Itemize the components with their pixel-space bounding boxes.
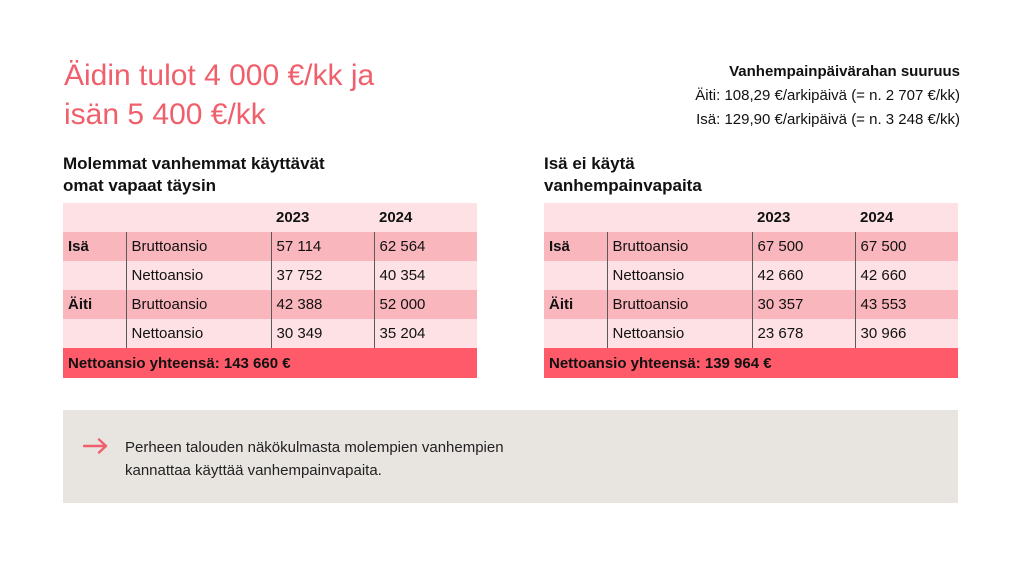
value-cell: 42 660 xyxy=(855,261,958,290)
person-label-empty xyxy=(544,261,607,290)
value-cell: 67 500 xyxy=(752,232,855,261)
conclusion-line-2: kannattaa käyttää vanhempainvapaita. xyxy=(125,462,382,479)
person-label: Isä xyxy=(544,232,607,261)
table-row xyxy=(544,232,958,261)
value-cell: 42 388 xyxy=(271,290,374,319)
person-label: Äiti xyxy=(544,290,607,319)
table-row xyxy=(63,232,477,261)
table-header-row xyxy=(544,203,958,232)
benefit-info-heading: Vanhempainpäivärahan suuruus xyxy=(729,63,960,80)
value-cell: 62 564 xyxy=(374,232,477,261)
value-cell: 30 966 xyxy=(855,319,958,348)
header-year: 2023 xyxy=(271,203,374,232)
benefit-info-father: Isä: 129,90 €/arkipäivä (= n. 3 248 €/kk) xyxy=(696,111,960,128)
value-cell: 30 357 xyxy=(752,290,855,319)
row-label: Nettoansio xyxy=(126,261,271,290)
page-title xyxy=(64,56,484,134)
total-row xyxy=(63,348,477,378)
person-label-empty xyxy=(63,319,126,348)
value-cell: 42 660 xyxy=(752,261,855,290)
total-label: Nettoansio yhteensä: 143 660 € xyxy=(63,348,477,378)
total-row xyxy=(544,348,958,378)
table-row xyxy=(63,290,477,319)
table-row xyxy=(544,319,958,348)
header-empty xyxy=(63,203,126,232)
value-cell: 67 500 xyxy=(855,232,958,261)
table-row xyxy=(544,290,958,319)
person-label-empty xyxy=(63,261,126,290)
row-label: Bruttoansio xyxy=(607,290,752,319)
value-cell: 52 000 xyxy=(374,290,477,319)
header-year: 2024 xyxy=(374,203,477,232)
left-heading-line-1: Molemmat vanhemmat käyttävät xyxy=(63,154,325,173)
table-row xyxy=(63,261,477,290)
right-heading-line-1: Isä ei käytä xyxy=(544,154,635,173)
header-empty xyxy=(607,203,752,232)
person-label: Isä xyxy=(63,232,126,261)
table-header-row xyxy=(63,203,477,232)
right-heading-line-2: vanhempainvapaita xyxy=(544,176,702,195)
header-year: 2024 xyxy=(855,203,958,232)
value-cell: 35 204 xyxy=(374,319,477,348)
row-label: Nettoansio xyxy=(607,319,752,348)
right-section-heading xyxy=(544,153,958,203)
right-earnings-table xyxy=(544,203,958,378)
value-cell: 43 553 xyxy=(855,290,958,319)
row-label: Nettoansio xyxy=(607,261,752,290)
row-label: Nettoansio xyxy=(126,319,271,348)
title-line-1: Äidin tulot 4 000 €/kk ja xyxy=(64,59,375,92)
value-cell: 57 114 xyxy=(271,232,374,261)
header-empty xyxy=(126,203,271,232)
conclusion-text xyxy=(125,436,504,482)
header-year: 2023 xyxy=(752,203,855,232)
table-row xyxy=(63,319,477,348)
left-heading-line-2: omat vapaat täysin xyxy=(63,176,217,195)
row-label: Bruttoansio xyxy=(607,232,752,261)
left-section-heading xyxy=(63,153,477,203)
row-label: Bruttoansio xyxy=(126,290,271,319)
benefit-info xyxy=(695,60,960,132)
person-label-empty xyxy=(544,319,607,348)
value-cell: 37 752 xyxy=(271,261,374,290)
table-row xyxy=(544,261,958,290)
value-cell: 30 349 xyxy=(271,319,374,348)
title-line-2: isän 5 400 €/kk xyxy=(64,98,266,131)
value-cell: 40 354 xyxy=(374,261,477,290)
left-earnings-table xyxy=(63,203,477,378)
benefit-info-mother: Äiti: 108,29 €/arkipäivä (= n. 2 707 €/kk) xyxy=(695,87,960,104)
right-section xyxy=(544,153,958,378)
value-cell: 23 678 xyxy=(752,319,855,348)
header-empty xyxy=(544,203,607,232)
left-section xyxy=(63,153,477,378)
row-label: Bruttoansio xyxy=(126,232,271,261)
total-label: Nettoansio yhteensä: 139 964 € xyxy=(544,348,958,378)
arrow-right-icon xyxy=(83,438,109,454)
conclusion-box xyxy=(63,410,958,503)
conclusion-line-1: Perheen talouden näkökulmasta molempien vanhempien xyxy=(125,439,504,456)
person-label: Äiti xyxy=(63,290,126,319)
